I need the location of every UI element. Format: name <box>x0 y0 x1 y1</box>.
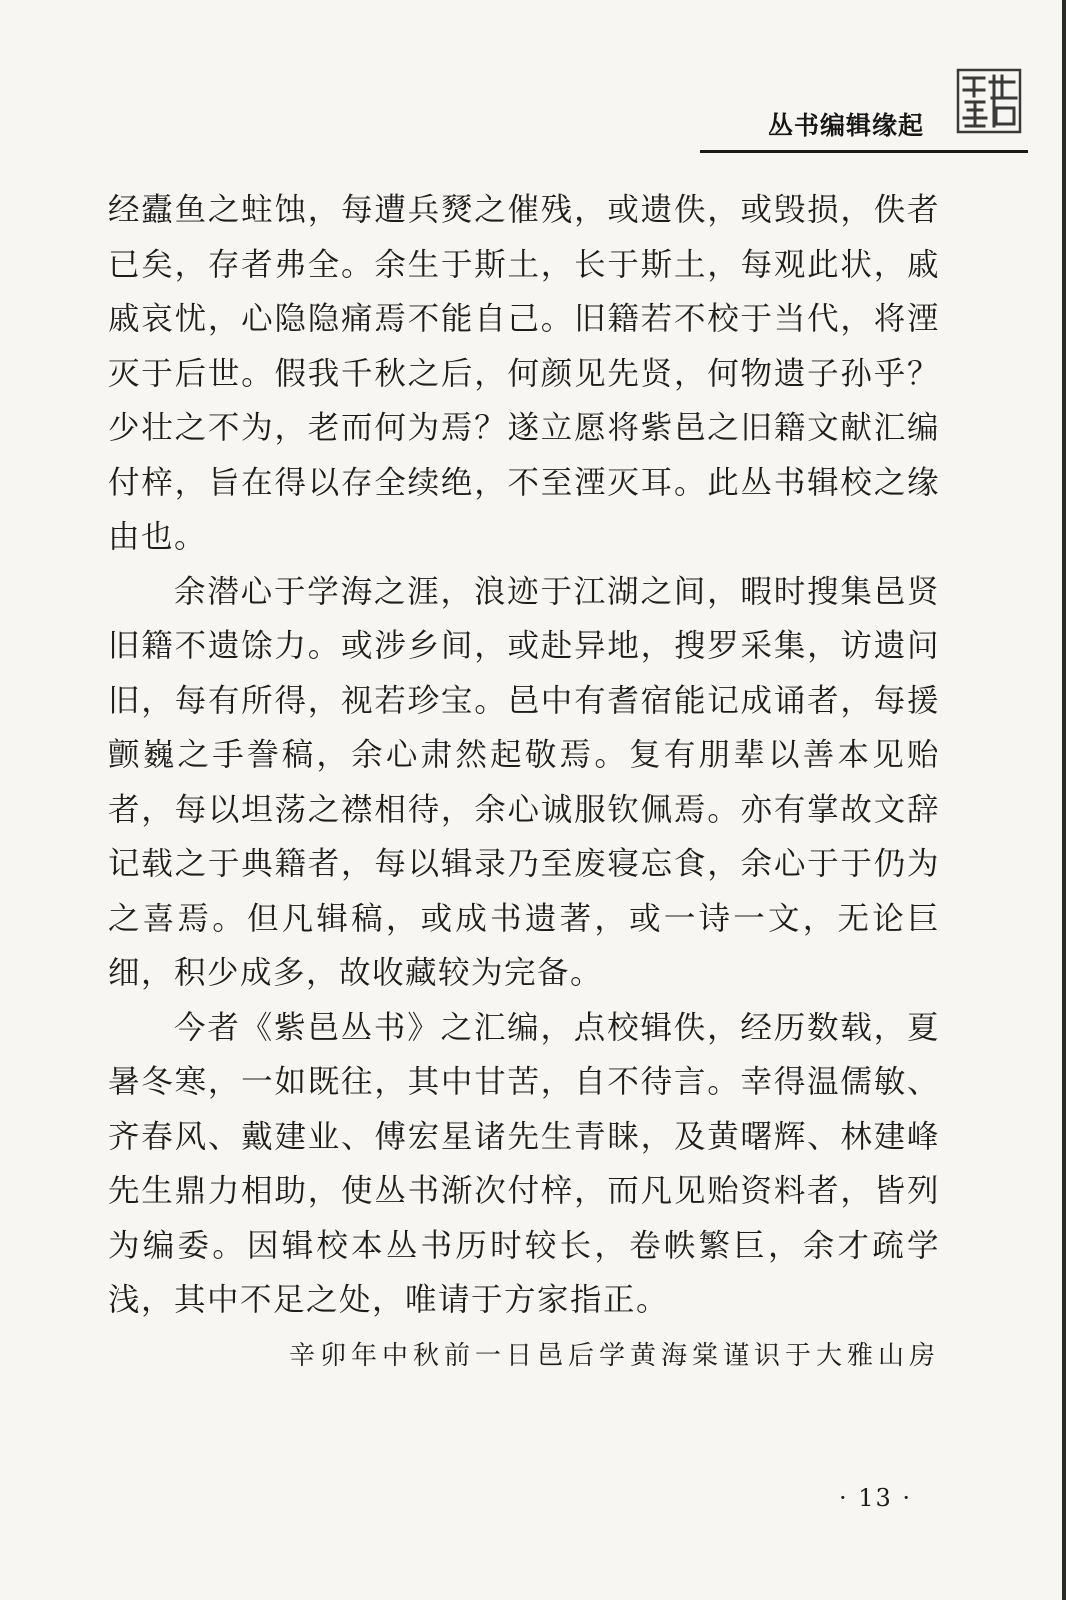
signature-line: 辛卯年中秋前一日邑后学黄海棠谨识于大雅山房 <box>288 1340 940 1371</box>
body-text <box>108 183 940 1382</box>
seal-icon <box>956 68 1022 134</box>
paragraph: 余潜心于学海之涯，浪迹于江湖之间，暇时搜集邑贤旧籍不遗馀力。或涉乡间，或赴异地，搜罗采集，访遗问旧，每有所得，视若珍宝。邑中有耆宿能记成诵者，每援颤巍之手誊稿，余心肃然起敬焉。复有朋辈以善本见贻者，每以坦荡之襟相待，余心诚服钦佩焉。亦有掌故文辞记载之于典籍者，每以辑录乃至废寝忘食，余心于于仍为之喜焉。但凡辑稿，或成书遗著，或一诗一文，无论巨细，积少成多，故收藏较为完备。 <box>108 573 940 991</box>
header-rule <box>700 150 1028 153</box>
page-number: · 13 · <box>838 1484 912 1512</box>
paragraph: 经蠹鱼之蛀蚀，每遭兵燹之催残，或遗佚，或毁损，佚者已矣，存者弗全。余生于斯土，长于斯土，每观此状，戚戚哀忧，心隐隐痛焉不能自己。旧籍若不校于当代，将湮灭于后世。假我千秋之后，何颜见先贤，何物遗子孙乎？少壮之不为，老而何为焉？遂立愿将紫邑之旧籍文献汇编付梓，旨在得以存全续绝，不至湮灭耳。此丛书辑校之缘由也。 <box>108 192 940 555</box>
seal-logo <box>956 68 1022 134</box>
paragraph: 今者《紫邑丛书》之汇编，点校辑佚，经历数载，夏暑冬寒，一如既往，其中甘苦，自不待言。幸得温儒敏、齐春风、戴建业、傅宏星诸先生青睐，及黄曙辉、林建峰先生鼎力相助，使丛书渐次付梓，而凡见贻资料者，皆列为编委。因辑校本丛书历时较长，卷帙繁巨，余才疏学浅，其中不足之处，唯请于方家指正。 <box>108 1009 940 1318</box>
running-header-title: 丛书编辑缘起 <box>767 111 924 140</box>
